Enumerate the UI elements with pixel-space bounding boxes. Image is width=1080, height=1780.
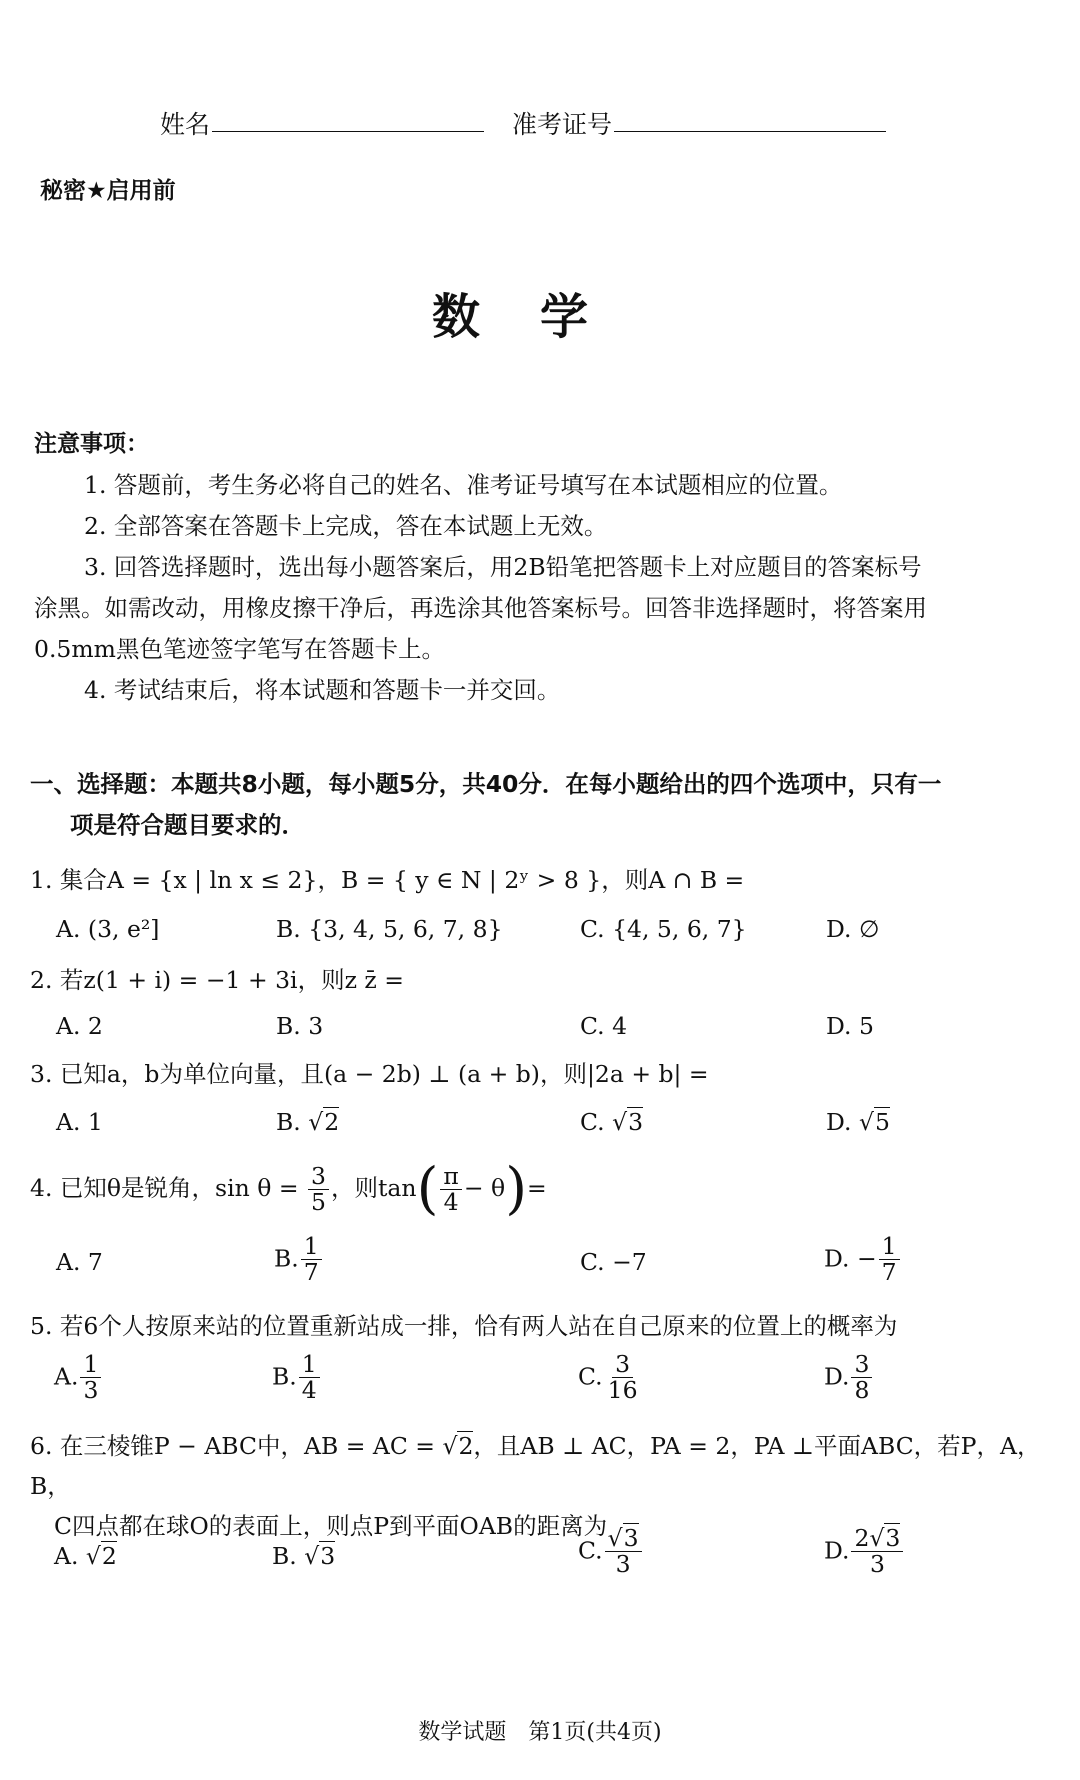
q6-option-d-fraction	[851, 1526, 903, 1578]
note-item-3-cont: 涂黑。如需改动，用橡皮擦干净后，再选涂其他答案标号。回答非选择题时，将答案用	[34, 594, 927, 622]
q4-option-d-fraction	[879, 1234, 900, 1286]
q4-option-c[interactable]: C. −7	[580, 1248, 647, 1276]
q5-option-d[interactable]	[824, 1352, 874, 1404]
q6-stem-radicand: 2	[458, 1432, 474, 1460]
fraction-numerator: 3	[612, 1352, 633, 1378]
question-4-stem	[30, 1156, 1050, 1222]
q6-option-a[interactable]	[54, 1542, 117, 1570]
q5-option-c-label: C.	[578, 1362, 603, 1391]
q1-option-d[interactable]: D. ∅	[826, 915, 880, 943]
exam-id-blank[interactable]	[614, 131, 886, 132]
q1-option-c[interactable]: C. {4, 5, 6, 7}	[580, 915, 747, 943]
q3-option-c-label: C.	[580, 1108, 613, 1136]
q3-option-c[interactable]	[580, 1108, 643, 1136]
q3-option-a[interactable]: A. 1	[56, 1108, 103, 1136]
page-title: 数学	[431, 289, 648, 345]
q5-option-c[interactable]	[578, 1352, 643, 1404]
sqrt-sign: √5	[858, 1108, 890, 1136]
q3-option-b[interactable]	[276, 1108, 339, 1136]
q6-option-b-label: B.	[272, 1542, 305, 1570]
section-heading	[30, 764, 1050, 846]
section-heading-line2: 项是符合题目要求的．	[70, 811, 305, 839]
sqrt-sign: √3	[607, 1524, 639, 1552]
sqrt-sign: √2	[308, 1108, 340, 1136]
fraction-denominator: 16	[607, 1376, 638, 1405]
q5-option-b-label: B.	[272, 1362, 297, 1391]
note-item-4: 4. 考试结束后，将本试题和答题卡一并交回。	[84, 676, 561, 704]
q3-option-d-label: D.	[826, 1108, 859, 1136]
note-item-1: 1. 答题前，考生务必将自己的姓名、准考证号填写在本试题相应的位置。	[84, 471, 843, 499]
q4-option-b-fraction	[301, 1234, 322, 1286]
sqrt-sign: √2	[85, 1542, 117, 1570]
q4-option-d[interactable]	[824, 1234, 902, 1286]
fraction-denominator: 7	[881, 1258, 897, 1287]
q6-option-d-radicand: 3	[885, 1524, 901, 1552]
q6-option-c-radicand: 3	[623, 1524, 639, 1552]
confidential-mark: 秘密★启用前	[40, 178, 176, 204]
sqrt-sign: √3	[612, 1108, 644, 1136]
note-item-2: 2. 全部答案在答题卡上完成，答在本试题上无效。	[84, 512, 608, 540]
fraction-numerator	[851, 1526, 903, 1552]
sqrt-sign: √2	[442, 1432, 474, 1460]
q6-option-c-fraction	[605, 1526, 642, 1578]
q2-option-a[interactable]: A. 2	[56, 1012, 103, 1040]
exam-id-label: 准考证号	[512, 110, 613, 139]
q5-option-a[interactable]	[54, 1352, 103, 1404]
note-item-3-cont2: 0.5mm黑色笔迹签字笔写在答题卡上。	[34, 635, 445, 663]
fraction-denominator: 3	[869, 1550, 885, 1579]
right-paren: )	[505, 1156, 528, 1222]
q6-option-b-radicand: 3	[320, 1542, 336, 1570]
q5-option-c-fraction	[605, 1352, 641, 1404]
name-blank[interactable]	[212, 131, 484, 132]
sqrt-sign: √3	[304, 1542, 336, 1570]
sqrt-sign: √3	[869, 1524, 901, 1552]
notes-heading: 注意事项：	[34, 431, 149, 457]
fraction-numerator: 3	[851, 1352, 872, 1378]
q1-option-b[interactable]: B. {3, 4, 5, 6, 7, 8}	[276, 915, 503, 943]
q2-option-b[interactable]: B. 3	[276, 1012, 324, 1040]
q4-option-a[interactable]: A. 7	[56, 1248, 103, 1276]
fraction-numerator: π	[440, 1164, 461, 1190]
q2-option-c[interactable]: C. 4	[580, 1012, 628, 1040]
name-label: 姓名	[160, 110, 211, 139]
question-2-stem: 2. 若z(1 + i) = −1 + 3i，则z z̄ =	[30, 966, 404, 994]
q6-option-d-coefficient: 2	[854, 1524, 870, 1552]
q5-option-d-label: D.	[824, 1362, 850, 1391]
q4-option-b[interactable]	[274, 1234, 324, 1286]
q3-option-c-radicand: 3	[628, 1108, 644, 1136]
q4-stem-post: − θ	[463, 1174, 506, 1202]
fraction-numerator: 1	[879, 1234, 900, 1260]
q4-option-d-label: D. −	[824, 1244, 877, 1273]
q6-option-a-label: A.	[54, 1542, 86, 1570]
fraction-denominator: 7	[303, 1258, 319, 1287]
fraction-numerator: 1	[301, 1234, 322, 1260]
fraction-denominator: 3	[615, 1550, 631, 1579]
q6-option-b[interactable]	[272, 1542, 335, 1570]
q5-option-a-fraction	[80, 1352, 101, 1404]
q6-stem-line2: C四点都在球O的表面上，则点P到平面OAB的距离为	[54, 1512, 608, 1540]
q3-option-b-radicand: 2	[324, 1108, 340, 1136]
q6-option-d-label: D.	[824, 1536, 850, 1565]
q6-option-c[interactable]	[578, 1526, 644, 1578]
fraction-denominator: 3	[83, 1376, 99, 1405]
q4-option-b-label: B.	[274, 1244, 299, 1273]
q1-option-a[interactable]: A. (3, e²]	[56, 915, 160, 943]
q6-option-d[interactable]	[824, 1526, 905, 1578]
q5-option-a-label: A.	[54, 1362, 79, 1391]
note-item-3: 3. 回答选择题时，选出每小题答案后，用2B铅笔把答题卡上对应题目的答案标号	[84, 553, 922, 581]
fraction-numerator: 1	[299, 1352, 320, 1378]
fraction-denominator: 4	[301, 1376, 317, 1405]
question-3-stem: 3. 已知a，b为单位向量，且(a − 2b) ⊥ (a + b)，则|2a + b| =	[30, 1060, 709, 1088]
notes-list	[34, 465, 1044, 711]
q4-stem-end: =	[527, 1174, 547, 1202]
question-5-stem: 5. 若6个人按原来站的位置重新站成一排，恰有两人站在自己原来的位置上的概率为	[30, 1312, 898, 1340]
fraction-denominator: 8	[854, 1376, 870, 1405]
q5-option-b-fraction	[299, 1352, 320, 1404]
q4-stem-pre: 4. 已知θ是锐角，sin θ =	[30, 1174, 299, 1202]
question-1-stem: 1. 集合A = {x | ln x ≤ 2}，B = { y ∈ N | 2ʸ > 8 }，则A ∩ B =	[30, 866, 745, 894]
fraction-numerator	[605, 1526, 642, 1552]
fraction-denominator: 5	[311, 1188, 326, 1216]
q3-option-b-label: B.	[276, 1108, 309, 1136]
q5-option-b[interactable]	[272, 1352, 322, 1404]
q3-option-d-radicand: 5	[874, 1108, 890, 1136]
q4-sin-fraction	[308, 1161, 329, 1216]
page-footer: 数学试题 第1页(共4页)	[418, 1720, 662, 1745]
q6-stem-pre: 6. 在三棱锥P − ABC中，AB = AC =	[30, 1432, 443, 1460]
q4-stem-mid: ，则tan	[330, 1174, 417, 1202]
q6-stem-line1	[30, 1426, 1050, 1506]
left-paren: (	[416, 1156, 439, 1222]
q2-option-d[interactable]: D. 5	[826, 1012, 874, 1040]
q4-pi-fraction	[440, 1161, 461, 1216]
q3-option-d[interactable]	[826, 1108, 890, 1136]
fraction-denominator: 4	[443, 1188, 459, 1216]
q6-option-a-radicand: 2	[101, 1542, 117, 1570]
q6-option-c-label: C.	[578, 1536, 603, 1565]
fraction-numerator: 1	[80, 1352, 101, 1378]
fraction-numerator: 3	[308, 1164, 329, 1190]
q6-stem-post: ，且AB ⊥ AC，PA = 2，PA ⊥平面ABC，若P，A，B，	[30, 1432, 1041, 1500]
q5-option-d-fraction	[851, 1352, 872, 1404]
section-heading-line1: 一、选择题：本题共8小题，每小题5分，共40分．在每小题给出的四个选项中，只有一	[30, 770, 942, 798]
